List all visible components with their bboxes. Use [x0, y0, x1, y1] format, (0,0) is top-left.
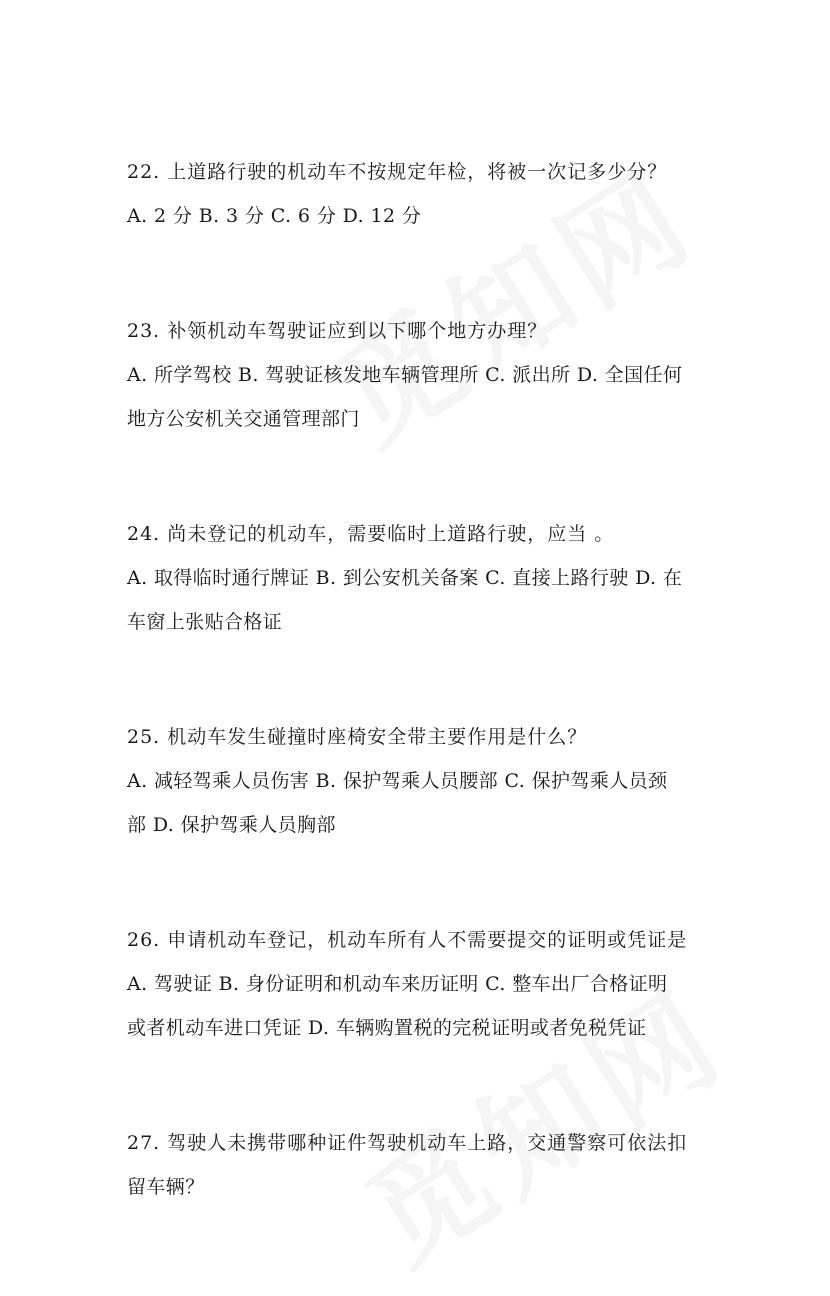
question-title: 22. 上道路行驶的机动车不按规定年检，将被一次记多少分？ [127, 161, 668, 183]
question-25 [127, 715, 707, 847]
question-23 [127, 309, 707, 441]
question-title: 27. 驾驶人未携带哪种证件驾驶机动车上路，交通警察可依法扣 [127, 1132, 688, 1154]
question-options-continued: 地方公安机关交通管理部门 [127, 408, 360, 430]
question-title: 23. 补领机动车驾驶证应到以下哪个地方办理？ [127, 320, 548, 342]
question-27 [127, 1121, 707, 1209]
question-options-continued: 车窗上张贴合格证 [127, 611, 283, 633]
question-options: A. 驾驶证 B. 身份证明和机动车来历证明 C. 整车出厂合格证明 [127, 973, 668, 995]
question-26 [127, 918, 707, 1050]
question-title: 24. 尚未登记的机动车，需要临时上道路行驶，应当 。 [127, 523, 615, 545]
question-options-continued: 或者机动车进口凭证 D. 车辆购置税的完税证明或者免税凭证 [127, 1017, 647, 1039]
question-22 [127, 150, 707, 238]
question-24 [127, 512, 707, 644]
question-options: A. 取得临时通行牌证 B. 到公安机关备案 C. 直接上路行驶 D. 在 [127, 567, 683, 589]
question-options: A. 所学驾校 B. 驾驶证核发地车辆管理所 C. 派出所 D. 全国任何 [127, 364, 683, 386]
question-list [127, 150, 707, 1280]
question-options: A. 2 分 B. 3 分 C. 6 分 D. 12 分 [127, 205, 422, 227]
question-title-continued: 留车辆？ [127, 1176, 205, 1198]
question-title: 25. 机动车发生碰撞时座椅安全带主要作用是什么？ [127, 726, 588, 748]
question-options-continued: 部 D. 保护驾乘人员胸部 [127, 814, 336, 836]
question-options: A. 减轻驾乘人员伤害 B. 保护驾乘人员腰部 C. 保护驾乘人员颈 [127, 770, 668, 792]
question-title: 26. 申请机动车登记，机动车所有人不需要提交的证明或凭证是 [127, 929, 688, 951]
